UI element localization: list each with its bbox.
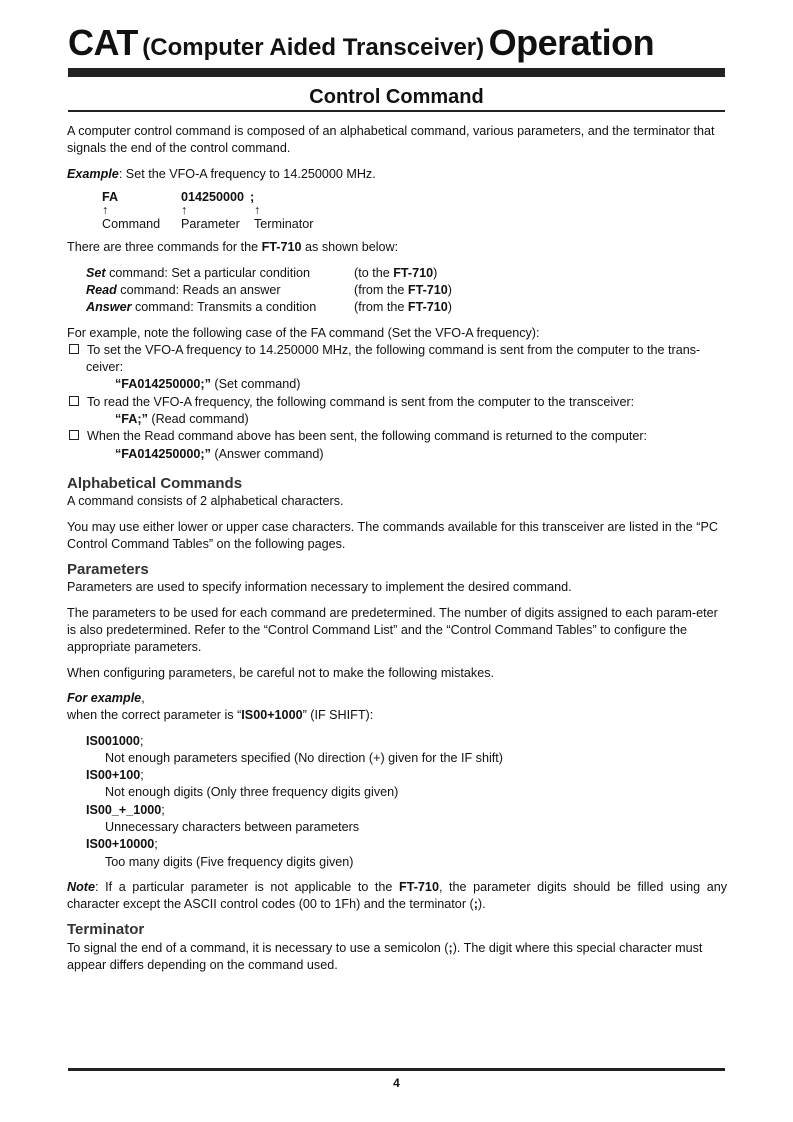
fa-bullet-2: To read the VFO-A frequency, the following command is sent from the computer to the transceiver: “FA;” (Read command) [67,394,727,429]
command-type-set: Set command: Set a particular condition (to the FT-710) [86,265,438,280]
example-label: Example [67,166,119,181]
title-operation: Operation [488,22,655,63]
command-type-answer: Answer command: Transmits a condition (from the FT-710) [86,300,452,315]
footer-rule [68,1068,725,1071]
fa-bullet-1: To set the VFO-A frequency to 14.250000 MHz, the following command is sent from the computer to the trans- ceiver: “FA014250000;” (Set command) [67,342,727,394]
command-types [67,265,727,317]
correct-parameter-line: when the correct parameter is “IS00+1000” (IF SHIFT): [67,708,374,723]
page-content [67,123,727,974]
three-commands-lead: There are three commands for the FT-710 as shown below: [67,240,399,255]
arrow-terminator: ↑ [254,203,261,218]
parameters-p2: The parameters to be used for each command are predetermined. The number of digits assigned to each param-eter is also predetermined. Refer to the “Control Command List” and the “Control Command Tables” to configure the appropriate parameters. [67,605,718,655]
intro-paragraph: A computer control command is composed of an alphabetical command, various parameters, and the terminator that signals the end of the control command. [67,124,715,156]
heading-alphabetical-commands: Alphabetical Commands [67,474,243,492]
page-title [68,22,728,64]
alphabetical-p1: A command consists of 2 alphabetical characters. [67,494,344,509]
header-rule [68,68,725,77]
example-line [67,166,727,183]
example-text: : Set the VFO-A frequency to 14.250000 MHz. [118,166,376,181]
parameters-p1: Parameters are used to specify information necessary to implement the desired command. [67,580,572,595]
title-middle: (Computer Aided Transceiver) [142,34,485,61]
mistake-item: IS001000; [86,733,144,748]
example-command: FA [102,189,119,204]
heading-parameters: Parameters [67,561,149,579]
command-type-read: Read command: Reads an answer (from the FT-710) [86,282,452,297]
parameters-p3: When configuring parameters, be careful not to make the following mistakes. [67,665,495,680]
label-command: Command [102,216,161,231]
for-example-line: For example, [67,690,145,705]
example-terminator: ; [250,189,255,204]
section-title: Control Command [309,86,484,108]
alphabetical-p2: You may use either lower or upper case characters. The commands available for this transceiver are listed in the “PC Control Command Tables” on the following pages. [67,519,718,551]
mistake-item: IS00+10000; [86,837,158,852]
mistake-list: IS001000; Not enough parameters specified (No direction (+) given for the IF shift) IS00+100; Not enough digits (Only three frequency digits given) IS00_+_1000; Unnecessary characters between parameters IS00+10000; Too many digits (Five frequency digits given) [86,733,727,871]
title-cat: CAT [68,22,138,63]
arrow-command: ↑ [102,203,109,218]
mistake-item: IS00+100; [86,768,144,783]
heading-terminator: Terminator [67,921,145,939]
page-number: 4 [393,1076,400,1090]
fa-bullet-3: When the Read command above has been sent, the following command is returned to the computer: “FA014250000;” (Answer command) [67,428,727,463]
mistake-item: IS00_+_1000; [86,802,165,817]
parameters-note: Note: If a particular parameter is not applicable to the FT-710, the parameter digits should be filled using any character except the ASCII control codes (00 to 1Fh) and the terminator (;). [67,879,727,912]
label-terminator: Terminator [254,216,314,231]
example-parameter: 014250000 [181,189,245,204]
subtitle-rule [68,110,725,112]
checkbox-icon [69,396,79,406]
checkbox-icon [69,430,79,440]
fa-example-lead: For example, note the following case of the FA command (Set the VFO-A frequency): [67,325,540,340]
arrow-parameter: ↑ [181,203,188,218]
checkbox-icon [69,344,79,354]
example-grid [102,191,727,232]
terminator-text: To signal the end of a command, it is necessary to use a semicolon (;). The digit where this special character must appear differs depending on the command used. [67,940,703,973]
label-parameter: Parameter [181,216,240,231]
